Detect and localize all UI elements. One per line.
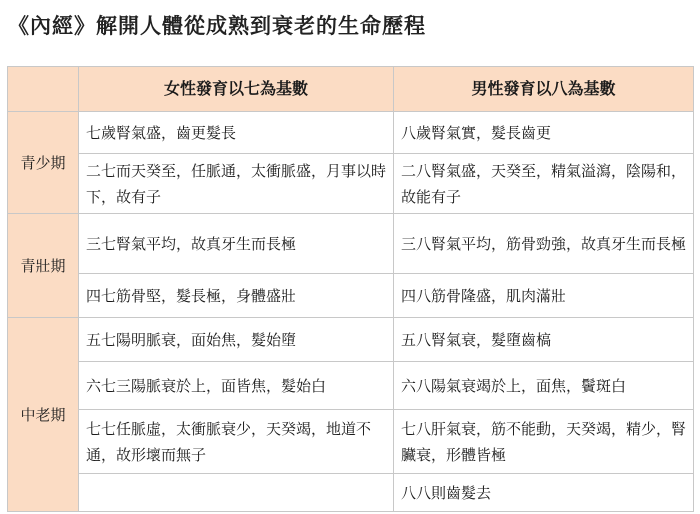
male-cell (394, 318, 694, 362)
female-text: 二七而天癸至，任脈通，太衝脈盛，月事以時下，故有子 (86, 161, 387, 206)
header-corner-cell (8, 67, 79, 112)
female-cell (79, 112, 394, 154)
table-row (8, 318, 694, 362)
table-row (8, 214, 694, 274)
life-stage-table (7, 66, 694, 512)
female-text: 四七筋骨堅，髮長極，身體盛壯 (86, 286, 297, 305)
male-text: 八八則齒髮去 (401, 483, 492, 502)
table-row (8, 474, 694, 512)
female-cell (79, 318, 394, 362)
table-row (8, 410, 694, 474)
male-text: 八歲腎氣實，髮長齒更 (401, 123, 552, 142)
female-text: 五七陽明脈衰，面始焦，髮始墮 (86, 330, 297, 349)
stage-middle-old: 中老期 (8, 318, 79, 512)
table-row (8, 362, 694, 410)
table-header-row (8, 67, 694, 112)
male-text: 二八腎氣盛，天癸至，精氣溢瀉，陰陽和，故能有子 (401, 161, 687, 206)
male-text: 六八陽氣衰竭於上，面焦，鬢斑白 (401, 376, 627, 395)
female-cell (79, 154, 394, 214)
female-text: 三七腎氣平均，故真牙生而長極 (86, 234, 297, 253)
male-cell (394, 362, 694, 410)
stage-prime: 青壯期 (8, 214, 79, 318)
male-cell (394, 214, 694, 274)
male-cell (394, 154, 694, 214)
page-title: 《內經》解開人體從成熟到衰老的生命歷程 (8, 13, 426, 38)
male-text: 三八腎氣平均，筋骨勁強，故真牙生而長極 (401, 234, 687, 253)
male-cell (394, 274, 694, 318)
female-text: 七歲腎氣盛，齒更髮長 (86, 123, 237, 142)
table-row (8, 274, 694, 318)
header-male: 男性發育以八為基數 (394, 67, 694, 112)
header-female: 女性發育以七為基數 (79, 67, 394, 112)
male-text: 四八筋骨隆盛，肌肉滿壯 (401, 286, 567, 305)
male-cell (394, 410, 694, 474)
female-cell (79, 474, 394, 512)
male-text: 五八腎氣衰，髮墮齒槁 (401, 330, 552, 349)
female-text: 六七三陽脈衰於上，面皆焦，髮始白 (86, 376, 327, 395)
table-row (8, 112, 694, 154)
table-row (8, 154, 694, 214)
female-cell (79, 274, 394, 318)
male-cell (394, 112, 694, 154)
female-cell (79, 410, 394, 474)
female-cell (79, 214, 394, 274)
stage-youth: 青少期 (8, 112, 79, 214)
male-text: 七八肝氣衰，筋不能動，天癸竭，精少，腎臟衰，形體皆極 (401, 419, 687, 464)
male-cell (394, 474, 694, 512)
female-text: 七七任脈虛，太衝脈衰少，天癸竭，地道不通，故形壞而無子 (86, 419, 372, 464)
female-cell (79, 362, 394, 410)
